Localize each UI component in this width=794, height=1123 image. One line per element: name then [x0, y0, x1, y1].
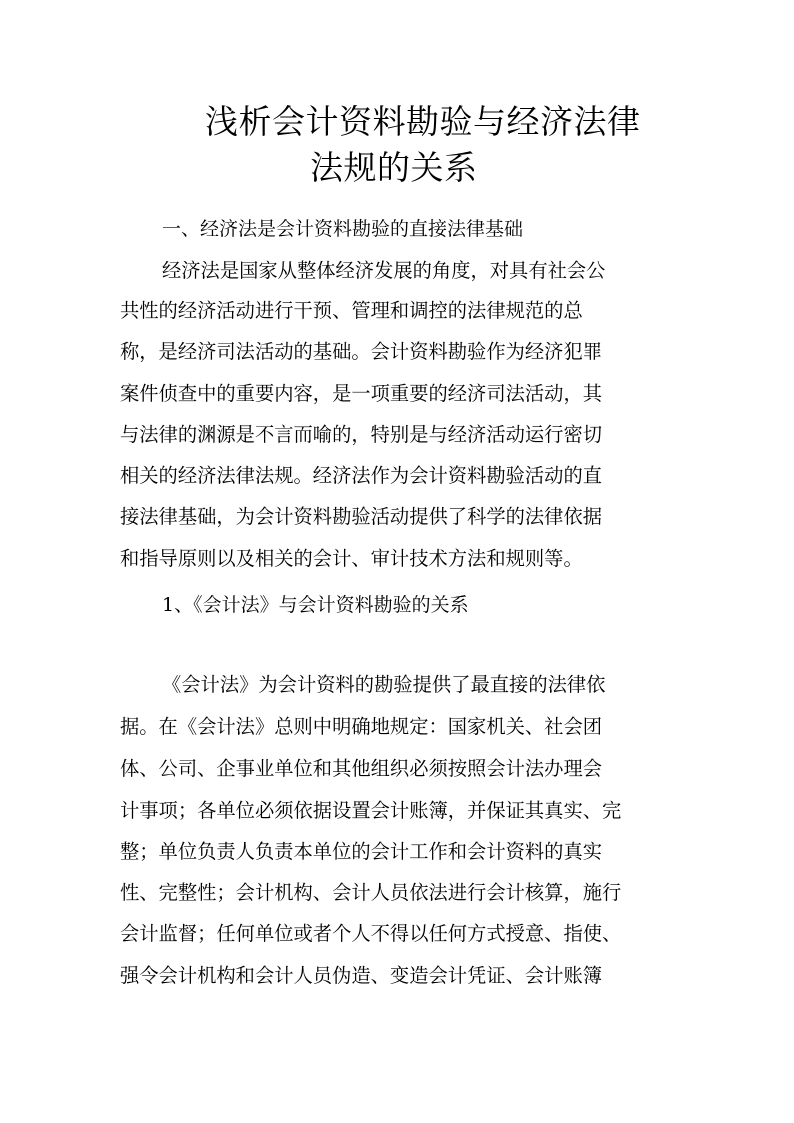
paragraph-line: 据。在《会计法》总则中明确地规定：国家机关、社会团 — [120, 715, 603, 738]
document-title-line-1: 浅析会计资料勘验与经济法律 — [205, 102, 641, 141]
paragraph-line: 与法律的渊源是不言而喻的，特别是与经济活动运行密切 — [120, 423, 603, 446]
paragraph-line: 计事项；各单位必须依据设置会计账簿，并保证其真实、完 — [120, 799, 622, 822]
paragraph-line: 会计监督；任何单位或者个人不得以任何方式授意、指使、 — [120, 922, 622, 945]
paragraph-line: 《会计法》为会计资料的勘验提供了最直接的法律依 — [162, 673, 606, 696]
paragraph-line: 称，是经济司法活动的基础。会计资料勘验作为经济犯罪 — [120, 340, 603, 363]
paragraph-line: 共性的经济活动进行干预、管理和调控的法律规范的总 — [120, 299, 583, 322]
paragraph-line: 案件侦查中的重要内容，是一项重要的经济司法活动，其 — [120, 382, 603, 405]
paragraph-line: 强令会计机构和会计人员伪造、变造会计凭证、会计账簿 — [120, 964, 603, 987]
subsection-heading: 1、《会计法》与会计资料勘验的关系 — [162, 594, 469, 616]
paragraph-line: 体、公司、企事业单位和其他组织必须按照会计法办理会 — [120, 757, 603, 780]
paragraph-line: 经济法是国家从整体经济发展的角度，对具有社会公 — [162, 259, 606, 282]
paragraph-line: 接法律基础，为会计资料勘验活动提供了科学的法律依据 — [120, 505, 603, 528]
document-title-line-2: 法规的关系 — [310, 148, 478, 187]
section-heading: 一、经济法是会计资料勘验的直接法律基础 — [162, 218, 524, 240]
paragraph-line: 和指导原则以及相关的会计、审计技术方法和规则等。 — [120, 547, 583, 570]
paragraph-line: 相关的经济法律法规。经济法作为会计资料勘验活动的直 — [120, 464, 603, 487]
paragraph-line: 性、完整性；会计机构、会计人员依法进行会计核算，施行 — [120, 881, 622, 904]
paragraph-line: 整；单位负责人负责本单位的会计工作和会计资料的真实 — [120, 840, 603, 863]
